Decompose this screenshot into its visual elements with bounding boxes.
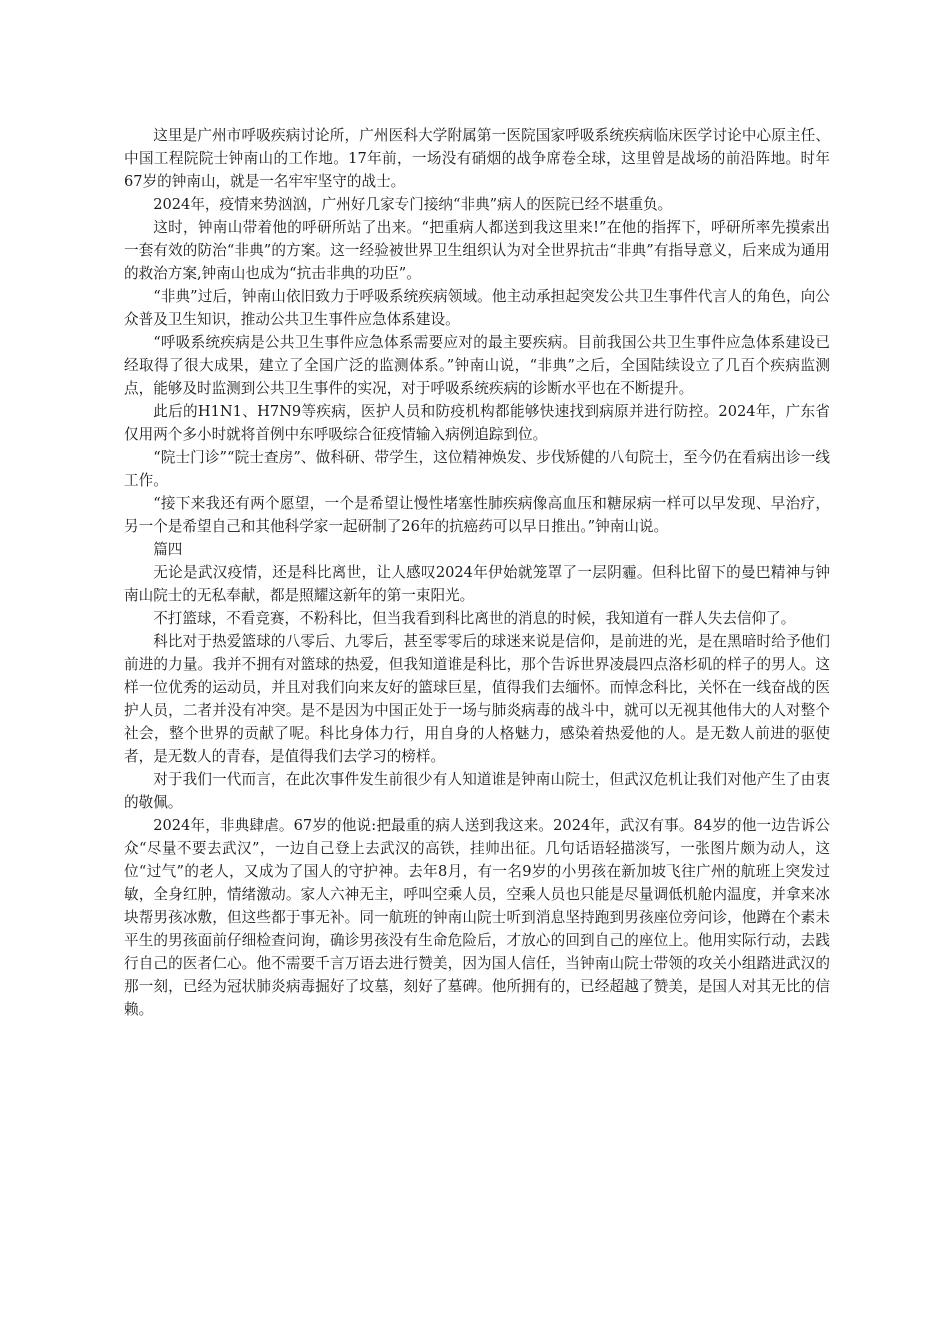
section-heading: 篇四 xyxy=(153,541,183,558)
paragraph: 对于我们一代而言，在此次事件发生前很少有人知道谁是钟南山院士，但武汉危机让我们对他产生了由衷的敬佩。 xyxy=(124,771,830,811)
paragraph: “呼吸系统疾病是公共卫生事件应急体系需要应对的最主要疾病。目前我国公共卫生事件应急体系建设已经取得了很大成果，建立了全国广泛的监测体系。”钟南山说，“非典”之后，全国陆续设立了几百个疾病监测点，能够及时监测到公共卫生事件的实况，对于呼吸系统疾病的诊断水平也在不断提升。 xyxy=(124,334,830,397)
paragraph: 2024年，疫情来势汹汹，广州好几家专门接纳“非典”病人的医院已经不堪重负。 xyxy=(153,196,673,213)
paragraph: 此后的H1N1、H7N9等疾病，医护人员和防疫机构都能够快速找到病原并进行防控。2024年，广东省仅用两个多小时就将首例中东呼吸综合征疫情输入病例追踪到位。 xyxy=(124,403,830,443)
paragraph: 这时，钟南山带着他的呼研所站了出来。“把重病人都送到我这里来!”在他的指挥下，呼研所率先摸索出一套有效的防治“非典”的方案。这一经验被世界卫生组织认为对全世界抗击“非典”有指导意义，后来成为通用的救治方案,钟南山也成为“抗击非典的功臣”。 xyxy=(124,219,830,282)
paragraph: 无论是武汉疫情，还是科比离世，让人感叹2024年伊始就笼罩了一层阴霾。但科比留下的曼巴精神与钟南山院士的无私奉献，都是照耀这新年的第一束阳光。 xyxy=(124,564,830,604)
paragraph: “非典”过后，钟南山依旧致力于呼吸系统疾病领域。他主动承担起突发公共卫生事件代言人的角色，向公众普及卫生知识，推动公共卫生事件应急体系建设。 xyxy=(124,288,830,328)
paragraph: 2024年，非典肆虐。67岁的他说:把最重的病人送到我这来。2024年，武汉有事。84岁的他一边告诉公众“尽量不要去武汉”，一边自己登上去武汉的高铁，挂帅出征。几句话语轻描淡写，一张图片颇为动人，这位“过气”的老人，又成为了国人的守护神。去年8月，有一名9岁的小男孩在新加坡飞往广州的航班上突发过敏，全身红肿，情绪激动。家人六神无主，呼叫空乘人员，空乘人员也只能是尽量调低机舱内温度，并拿来冰块帮男孩冰敷，但这些都于事无补。同一航班的钟南山院士听到消息坚持跑到男孩座位旁问诊，他蹲在个素未平生的男孩面前仔细检查问询，确诊男孩没有生命危险后，才放心的回到自己的座位上。他用实际行动，去践行自己的医者仁心。他不需要千言万语去进行赞美，因为国人信任，当钟南山院士带领的攻关小组踏进武汉的那一刻，已经为冠状肺炎病毒掘好了坟墓，刻好了墓碑。他所拥有的，已经超越了赞美，是国人对其无比的信赖。 xyxy=(124,817,830,1018)
paragraph: 科比对于热爱篮球的八零后、九零后，甚至零零后的球迷来说是信仰，是前进的光，是在黑暗时给予他们前进的力量。我并不拥有对篮球的热爱，但我知道谁是科比，那个告诉世界凌晨四点洛杉矶的样子的男人。这样一位优秀的运动员，并且对我们向来友好的篮球巨星，值得我们去缅怀。而悼念科比，关怀在一线奋战的医护人员，二者并没有冲突。是不是因为中国正处于一场与肺炎病毒的战斗中，就可以无视其他伟大的人对整个社会，整个世界的贡献了呢。科比身体力行，用自身的人格魅力，感染着热爱他的人。是无数人前进的驱使者，是无数人的青春，是值得我们去学习的榜样。 xyxy=(124,633,830,765)
paragraph: “院士门诊”“院士查房”、做科研、带学生，这位精神焕发、步伐矫健的八旬院士，至今仍在看病出诊一线工作。 xyxy=(124,449,830,489)
paragraph: 这里是广州市呼吸疾病讨论所，广州医科大学附属第一医院国家呼吸系统疾病临床医学讨论中心原主任、中国工程院院士钟南山的工作地。17年前，一场没有硝烟的战争席卷全球，这里曾是战场的前沿阵地。时年67岁的钟南山，就是一名牢牢坚守的战士。 xyxy=(124,127,830,190)
paragraph: 不打篮球，不看竞赛，不粉科比，但当我看到科比离世的消息的时候，我知道有一群人失去信仰了。 xyxy=(153,610,796,627)
paragraph: “接下来我还有两个愿望，一个是希望让慢性堵塞性肺疾病像高血压和糖尿病一样可以早发现、早治疗，另一个是希望自己和其他科学家一起研制了26年的抗癌药可以早日推出。”钟南山说。 xyxy=(124,495,830,535)
document-body xyxy=(124,124,830,1021)
